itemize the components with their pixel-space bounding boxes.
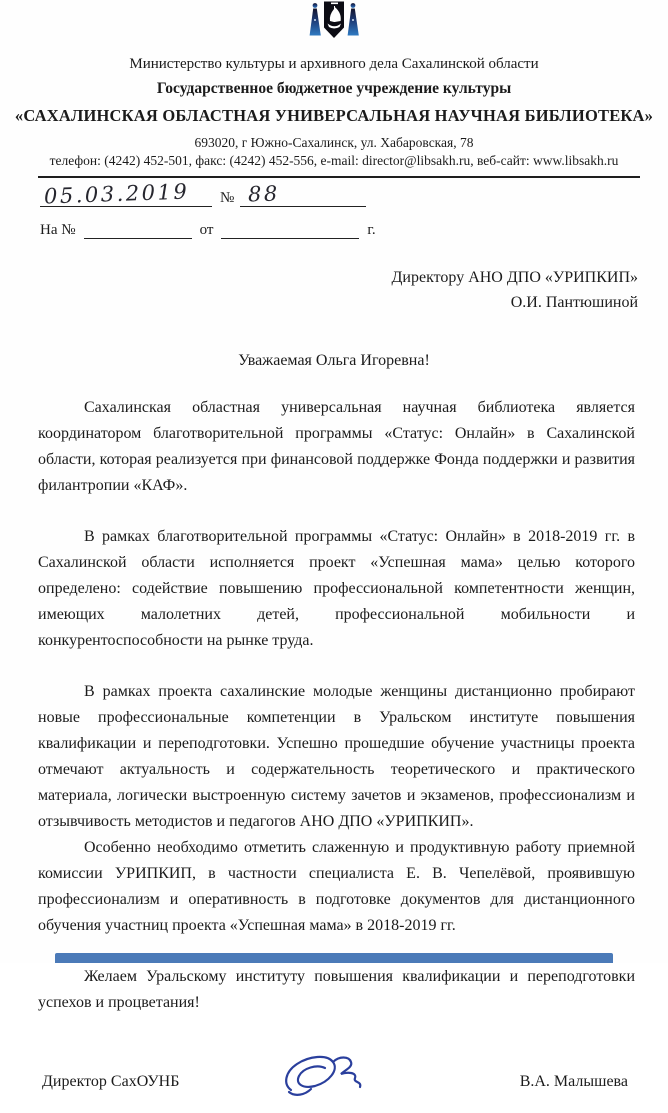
reply-row xyxy=(40,222,668,239)
handwritten-date: 05.03.2019 xyxy=(43,179,190,209)
org-type-line: Государственное бюджетное учреждение культуры xyxy=(156,80,512,97)
org-name-line: «САХАЛИНСКАЯ ОБЛАСТНАЯ УНИВЕРСАЛЬНАЯ НАУЧНАЯ БИБЛИОТЕКА» xyxy=(14,106,654,125)
reply-date-blank xyxy=(221,224,359,239)
paragraph: Желаем Уральскому институту повышения квалификации и переподготовки успехов и процветания! xyxy=(38,968,635,1011)
letter-body xyxy=(38,395,635,1016)
date-field xyxy=(40,179,212,209)
reply-from-label: от xyxy=(199,222,214,238)
recipient-title: Директору АНО ДПО «УРИПКИП» xyxy=(391,269,638,286)
signature-row xyxy=(42,1050,628,1113)
reply-suffix-label: г. xyxy=(367,222,376,238)
logo-wrap xyxy=(0,0,668,48)
paragraph: В рамках благотворительной программы «Статус: Онлайн» в 2018-2019 гг. в Сахалинской области исполняется проект «Успешная мама» целью которого определено: содействие повышению профессиональной компетентности женщин, имеющих малолетних детей, профессиональной мобильности и конкурентоспособности на рынке труда. xyxy=(38,528,635,649)
paragraph: Сахалинская областная универсальная научная библиотека является координатором благотворительной программы «Статус: Онлайн» в Сахалинской области, которая реализуется при финансовой поддержке Фонда поддержки и развития филантропии «КАФ». xyxy=(38,399,635,494)
number-field xyxy=(240,182,366,207)
reply-number-blank xyxy=(84,224,192,239)
ministry-line: Министерство культуры и архивного дела Сахалинской области xyxy=(129,56,539,72)
paragraph: Особенно необходимо отметить слаженную и продуктивную работу приемной комиссии УРИПКИП, в частности специалиста Е. В. Чепелёвой, проявившую профессионализм и оперативность в подготовке документов для дистанционного обучения участниц проекта «Успешная мама» в 2018-2019 гг. xyxy=(38,839,635,934)
coat-of-arms-icon xyxy=(304,33,364,50)
handwritten-number: 88 xyxy=(247,181,281,207)
reply-prefix-label: На № xyxy=(40,222,76,238)
address-line: 693020, г Южно-Сахалинск, ул. Хабаровская, 78 xyxy=(194,135,474,150)
date-row xyxy=(40,179,668,212)
paragraph: В рамках проекта сахалинские молодые женщины дистанционно пробирают новые профессиональные компетенции в Уральском институте повышения квалификации и переподготовки. Успешно прошедшие обучение участницы проекта отмечают актуальность и содержательность теоретического и практического материала, логически выстроенную систему зачетов и экзаменов, профессионализм и отзывчивость методистов и педагогов АНО ДПО «УРИПКИП». xyxy=(38,683,635,830)
bottom-scan-edge xyxy=(55,953,613,963)
signer-name: В.А. Малышева xyxy=(519,1072,628,1090)
recipient-block xyxy=(0,265,638,315)
signer-position: Директор СахОУНБ xyxy=(42,1072,180,1090)
reference-block xyxy=(40,179,668,239)
contacts-line: телефон: (4242) 452-501, факс: (4242) 452-556, e-mail: director@libsakh.ru, веб-сайт: www.libsakh.ru xyxy=(49,153,619,168)
recipient-name: О.И. Пантюшиной xyxy=(510,294,638,311)
signature-autograph-icon xyxy=(277,1050,373,1113)
salutation: Уважаемая Ольга Игоревна! xyxy=(238,352,430,369)
number-sign: № xyxy=(220,190,235,206)
header-rule xyxy=(38,176,640,178)
